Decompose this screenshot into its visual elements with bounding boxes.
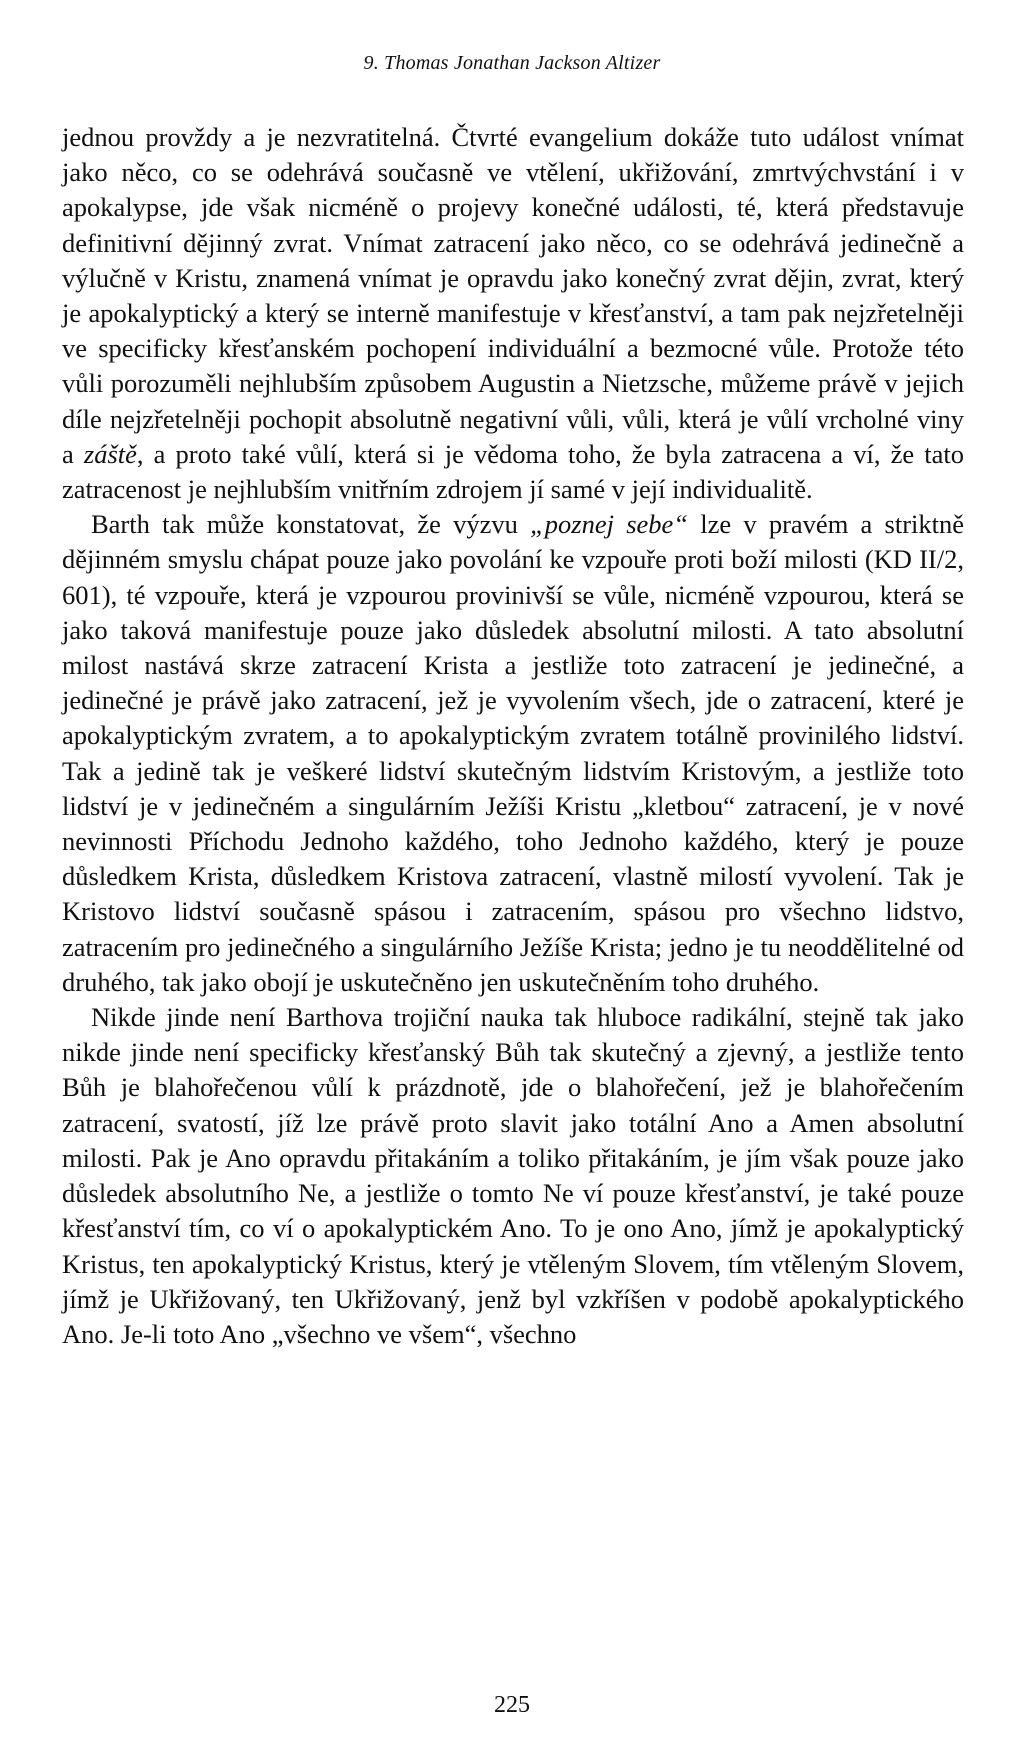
paragraph-2-emphasis: „poznej sebe“ bbox=[530, 509, 689, 540]
paragraph-1-emphasis: záště bbox=[83, 438, 137, 469]
paragraph-2 bbox=[62, 507, 964, 1000]
paragraph-1-text-b: , a proto také vůlí, která si je vědoma toho, že byla zatracena a ví, že tato zatracenost je nejhlubším vnitřním zdrojem jí samé v její individualitě. bbox=[62, 438, 964, 505]
page-number: 225 bbox=[494, 1692, 530, 1718]
body-text bbox=[62, 120, 964, 1352]
paragraph-3: Nikde jinde není Barthova trojiční nauka tak hluboce radikální, stejně tak jako nikde jinde není specificky křesťanský Bůh tak skutečný a zjevný, a jestliže tento Bůh je blahořečenou vůlí k prázdnotě, jde o blahořečení, jež je blahořečením zatracení, svatostí, jíž lze právě proto slavit jako totální Ano a Amen absolutní milosti. Pak je Ano opravdu přitakáním a toliko přitakáním, je jím však pouze jako důsledek absolutního Ne, a jestliže o tomto Ne ví pouze křesťanství, je také pouze křesťanství tím, co ví o apokalyptickém Ano. To je ono Ano, jímž je apokalyptický Kristus, ten apokalyptický Kristus, který je vtěleným Slovem, tím vtěleným Slovem, jímž je Ukřižovaný, ten Ukřižovaný, jenž byl vzkříšen v podobě apokalyptického Ano. Je-li toto Ano „všechno ve všem“, všechno bbox=[62, 1002, 964, 1349]
paragraph-1 bbox=[62, 120, 964, 507]
paragraph-2-text-a: Barth tak může konstatovat, že výzvu bbox=[91, 509, 531, 540]
running-header: 9. Thomas Jonathan Jackson Altizer bbox=[363, 52, 661, 74]
paragraph-2-text-b: lze v pravém a striktně dějinném smyslu chápat pouze jako povolání ke vzpouře proti boží milosti (KD II/2, 601), té vzpouře, která je vzpourou provinivší se vůle, nicméně vzpourou, která se jako taková manifestuje pouze jako důsledek absolutní milosti. A tato absolutní milost nastává skrze zatracení Krista a jestliže toto zatracení je jedinečné, a jedinečné je právě jako zatracení, jež je vyvolením všech, jde o zatracení, které je apokalyptickým zvratem, a to apokalyptickým zvratem totálně provinilého lidství. Tak a jedině tak je veškeré lidství skutečným lidstvím Kristovým, a jestliže toto lidství je v jedinečném a singulárním Ježíši Kristu „kletbou“ zatracení, je v nové nevinnosti Příchodu Jednoho každého, toho Jednoho každého, který je pouze důsledkem Krista, důsledkem Kristova zatracení, vlastně milostí vyvolení. Tak je Kristovo lidství současně spásou i zatracením, spásou pro všechno lidstvo, zatracením pro jedinečného a singulárního Ježíše Krista; jedno je tu neoddělitelné od druhého, tak jako obojí je uskutečněno jen uskutečněním toho druhého. bbox=[62, 509, 965, 997]
paragraph-1-text-a: jednou provždy a je nezvratitelná. Čtvrté evangelium dokáže tuto událost vnímat jako něco, co se odehrává současně ve vtělení, ukřižování, zmrtvýchvstání i v apokalypse, jde však nicméně o projevy konečné události, té, která představuje definitivní dějinný zvrat. Vnímat zatracení jako něco, co se odehrává jedinečně a výlučně v Kristu, znamená vnímat je opravdu jako konečný zvrat dějin, zvrat, který je apokalyptický a který se interně manifestuje v křesťanství, a tam pak nejzřetelněji ve specificky křesťanském pochopení individuální a bezmocné vůle. Protože této vůli porozuměli nejhlubším způsobem Augustin a Nietzsche, můžeme právě v jejich díle nejzřetelněji pochopit absolutně negativní vůli, vůli, která je vůlí vrcholné viny a bbox=[62, 122, 964, 469]
